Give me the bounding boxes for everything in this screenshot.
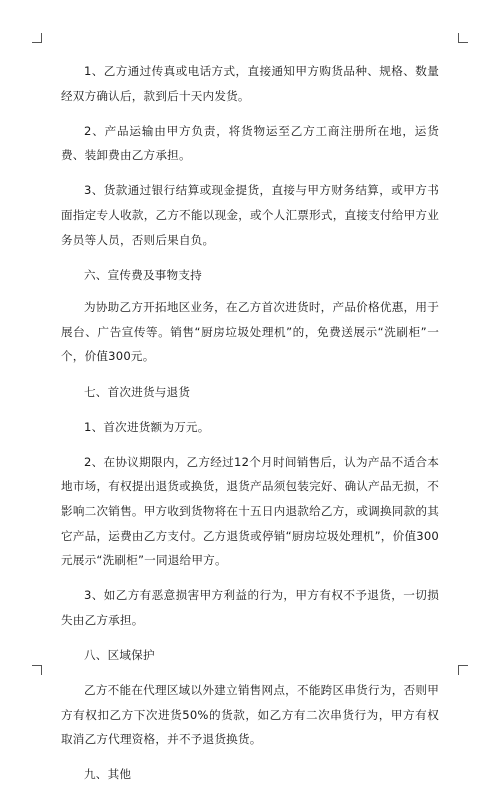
clause-first-order-amount: 1、首次进货额为万元。: [84, 419, 210, 434]
section-heading-first-order-returns: 七、首次进货与退货: [84, 384, 191, 399]
clause-transport: 2、产品运输由甲方负责，将货物运至乙方工商注册所在地，运货费、装卸费由乙方承担。: [61, 123, 439, 163]
clause-delivery-notice: 1、乙方通过传真或电话方式，直接通知甲方购货品种、规格、数量经双方确认后，款到后十天内发货。: [61, 64, 439, 103]
clause-payment: 3、货款通过银行结算或现金提货，直接与甲方财务结算，或甲方书面指定专人收款，乙方不能以现金，或个人汇票形式，直接支付给甲方业务员等人员，否则后果自负。: [61, 183, 439, 247]
crop-mark-bottom-left: [32, 665, 42, 675]
crop-mark-top-right: [458, 33, 468, 43]
crop-mark-bottom-right: [458, 665, 468, 675]
section-heading-territory: 八、区域保护: [84, 647, 155, 662]
clause-territory-protection: 乙方不能在代理区域以外建立销售网点，不能跨区串货行为，否则甲方有权扣乙方下次进货50%的货款，如乙方有二次串货行为，甲方有权取消乙方代理资格，并不予退货换货。: [61, 682, 439, 747]
section-heading-other: 九、其他: [84, 767, 132, 782]
clause-returns: 2、在协议期限内，乙方经过12个月时间销售后，认为产品不适合本地市场，有权提出退货或换货，退货产品须包装完好、确认产品无损，不影响二次销售。甲方收到货物将在十五日内退款给乙方，或调换同款的其它产品，运费由乙方支付。乙方退货或停销“厨房垃圾处理机”，价值300元展示“洗刷柜”一同退给甲方。: [61, 454, 439, 568]
section-heading-publicity: 六、宣传费及事物支持: [84, 267, 202, 282]
document-body: [61, 59, 439, 797]
clause-publicity-support: 为协助乙方开拓地区业务，在乙方首次进货时，产品价格优惠，用于展台、广告宣传等。销售“厨房垃圾处理机”的，免费送展示“洗刷柜”一个，价值300元。: [61, 300, 439, 364]
clause-malicious-conduct: 3、如乙方有恶意损害甲方利益的行为，甲方有权不予退货，一切损失由乙方承担。: [61, 588, 439, 627]
crop-mark-top-left: [32, 33, 42, 43]
